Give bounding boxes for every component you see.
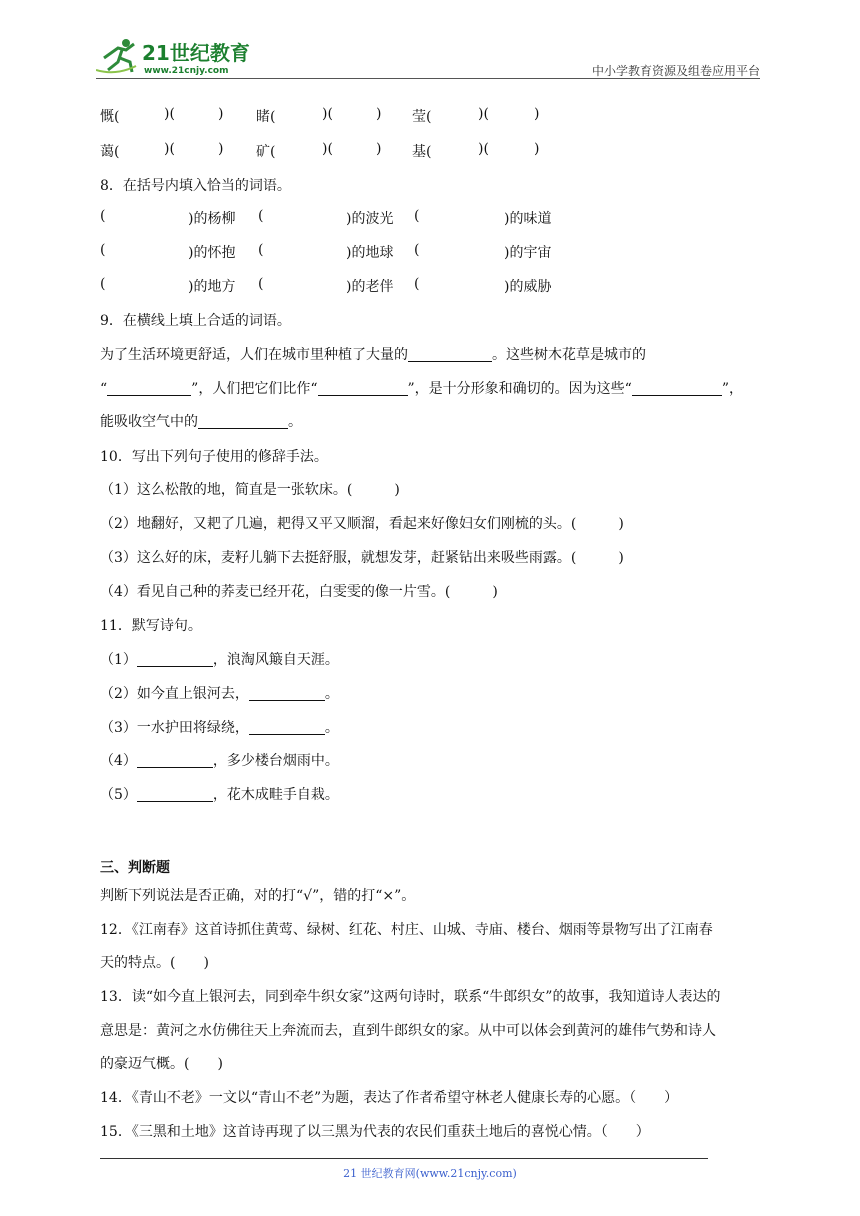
q8-cell: ( <box>258 276 264 292</box>
q9-line-2 <box>100 378 743 398</box>
q9-text: ”，人们把它们比作“ <box>191 381 318 397</box>
q8-cell: ( <box>100 242 106 258</box>
q11-item <box>100 784 339 804</box>
q8-cell: )的宇宙 <box>504 245 552 261</box>
q7-cell: )( <box>164 141 175 157</box>
q9-blank-2[interactable] <box>107 381 191 396</box>
q11-blank[interactable] <box>249 686 325 701</box>
q8-cell: ( <box>100 208 106 224</box>
q8-cell: )的地球 <box>346 245 394 261</box>
q7-cell: ) <box>218 106 224 122</box>
q8-cell: ( <box>100 276 106 292</box>
q7-cell: 基( <box>412 144 432 160</box>
q9-blank-3[interactable] <box>318 381 408 396</box>
q8-cell: ( <box>414 276 420 292</box>
q8-cell: )的地方 <box>188 279 236 295</box>
q11-item <box>100 683 339 703</box>
q9-line-3 <box>100 411 302 431</box>
q11-text: ，花木成畦手自栽。 <box>212 787 339 803</box>
q9-title: 9．在横线上填上合适的词语。 <box>100 313 291 329</box>
q8-title: 8．在括号内填入恰当的词语。 <box>100 178 291 194</box>
q13-line: 意思是：黄河之水仿佛往天上奔流而去，直到牛郎织女的家。从中可以体会到黄河的雄伟气势和诗人 <box>100 1023 716 1039</box>
runner-icon <box>96 39 136 72</box>
q10-item: （2）地翻好，又耙了几遍，耙得又平又顺溜，看起来好像妇女们刚梳的头。( ) <box>100 516 624 532</box>
q9-text: ”，是十分形象和确切的。因为这些“ <box>407 381 632 397</box>
q9-text: 。 <box>288 414 302 430</box>
q11-text: ，多少楼台烟雨中。 <box>212 753 339 769</box>
q7-cell: ) <box>376 141 382 157</box>
section-intro: 判断下列说法是否正确，对的打“√”，错的打“×”。 <box>100 888 416 904</box>
q7-cell: 矿( <box>256 144 276 160</box>
q7-cell: )( <box>478 141 489 157</box>
q8-cell: )的怀抱 <box>188 245 236 261</box>
q9-blank-1[interactable] <box>408 347 492 362</box>
svg-text:www.21cnjy.com: www.21cnjy.com <box>144 66 229 76</box>
q11-text: （4） <box>100 753 137 769</box>
q14-line: 14．《青山不老》一文以“青山不老”为题，表达了作者希望守林老人健康长寿的心愿。（ ） <box>100 1090 679 1106</box>
page-header <box>96 30 760 80</box>
q8-cell: ( <box>414 208 420 224</box>
q9-text: 能吸收空气中的 <box>100 414 198 430</box>
q13-line: 13．读“如今直上银河去，同到牵牛织女家”这两句诗时，联系“牛郎织女”的故事，我知道诗人表达的 <box>100 989 721 1005</box>
q11-blank[interactable] <box>137 652 213 667</box>
q10-item: （4）看见自己种的荞麦已经开花，白雯雯的像一片雪。( ) <box>100 584 498 600</box>
q11-item <box>100 717 339 737</box>
q8-cell: )的威胁 <box>504 279 552 295</box>
q7-cell: 蔼( <box>100 144 120 160</box>
q9-text: 为了生活环境更舒适，人们在城市里种植了大量的 <box>100 347 408 363</box>
footer-link[interactable]: 21 世纪教育网(www.21cnjy.com) <box>343 1167 517 1180</box>
q11-blank[interactable] <box>249 720 325 735</box>
q7-cell: 莹( <box>412 109 432 125</box>
q8-cell: ( <box>258 242 264 258</box>
header-divider <box>96 78 760 79</box>
q7-cell: ) <box>534 141 540 157</box>
q11-blank[interactable] <box>137 753 213 768</box>
q11-text: 。 <box>324 686 339 702</box>
q11-text: ，浪淘风簸自天涯。 <box>212 652 339 668</box>
q11-text: （5） <box>100 787 137 803</box>
section-heading: 三、判断题 <box>100 860 170 876</box>
q8-cell: )的杨柳 <box>188 211 236 227</box>
platform-name: 中小学教育资源及组卷应用平台 <box>591 64 760 78</box>
q11-text: （1） <box>100 652 137 668</box>
q7-cell: ) <box>534 106 540 122</box>
q10-item: （1）这么松散的地，简直是一张软床。( ) <box>100 482 400 498</box>
q13-line: 的豪迈气概。( ) <box>100 1056 223 1072</box>
q11-text: 。 <box>324 720 339 736</box>
logo <box>96 36 266 76</box>
q9-line-1 <box>100 344 646 364</box>
q12-line: 12．《江南春》这首诗抓住黄莺、绿树、红花、村庄、山城、寺庙、楼台、烟雨等景物写出了江南春 <box>100 922 713 938</box>
q10-item: （3）这么好的床，麦籽儿躺下去挺舒服，就想发芽，赶紧钻出来吸些雨露。( ) <box>100 550 624 566</box>
q10-title: 10．写出下列句子使用的修辞手法。 <box>100 449 328 465</box>
q11-text: （2）如今直上银河去， <box>100 686 249 702</box>
q8-cell: )的味道 <box>504 211 552 227</box>
q11-text: （3）一水护田将绿绕， <box>100 720 249 736</box>
q8-cell: ( <box>258 208 264 224</box>
q7-cell: 慨( <box>100 109 120 125</box>
q7-cell: 睹( <box>256 109 276 125</box>
q9-text: “ <box>100 381 108 397</box>
q8-cell: ( <box>414 242 420 258</box>
q8-cell: )的老伴 <box>346 279 394 295</box>
q7-cell: ) <box>218 141 224 157</box>
footer-divider <box>100 1158 708 1159</box>
q11-title: 11．默写诗句。 <box>100 618 202 634</box>
q12-line: 天的特点。( ) <box>100 955 209 971</box>
q7-cell: )( <box>322 106 333 122</box>
q11-item <box>100 750 339 770</box>
q11-item <box>100 649 339 669</box>
svg-text:21世纪教育: 21世纪教育 <box>142 41 250 65</box>
q11-blank[interactable] <box>137 787 213 802</box>
q7-cell: ) <box>376 106 382 122</box>
q9-blank-5[interactable] <box>198 414 288 429</box>
q9-text: 。这些树木花草是城市的 <box>492 347 646 363</box>
q9-text: ”， <box>721 381 743 397</box>
q9-blank-4[interactable] <box>632 381 722 396</box>
q7-cell: )( <box>164 106 175 122</box>
q7-cell: )( <box>478 106 489 122</box>
q7-cell: )( <box>322 141 333 157</box>
q15-line: 15．《三黑和土地》这首诗再现了以三黑为代表的农民们重获土地后的喜悦心情。（ ） <box>100 1124 650 1140</box>
q8-cell: )的波光 <box>346 211 394 227</box>
